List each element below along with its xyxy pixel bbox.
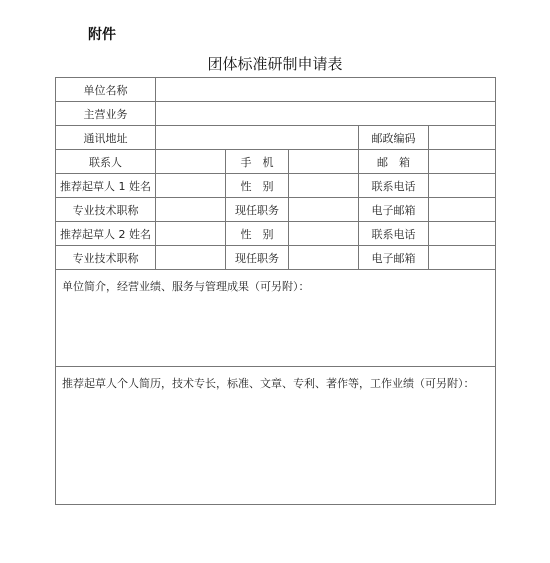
unit-intro-section[interactable] xyxy=(56,270,496,367)
form-row-drafter2-name xyxy=(56,222,496,246)
form-row-drafter1-name xyxy=(56,174,496,198)
contact-field[interactable] xyxy=(156,150,226,174)
drafter2-gender-label: 性 别 xyxy=(226,222,289,246)
drafter1-gender-field[interactable] xyxy=(289,174,359,198)
drafter1-position-field[interactable] xyxy=(289,198,359,222)
form-row-drafter-resume xyxy=(56,367,496,505)
drafter1-title-label: 专业技术职称 xyxy=(56,198,156,222)
address-label: 通讯地址 xyxy=(56,126,156,150)
attachment-label: 附件 xyxy=(88,27,116,43)
application-form-table xyxy=(55,77,496,505)
drafter2-position-field[interactable] xyxy=(289,246,359,270)
unit-intro-label: 单位简介，经营业绩、服务与管理成果（可另附）： xyxy=(62,280,310,293)
drafter1-email-label: 电子邮箱 xyxy=(359,198,429,222)
drafter2-position-label: 现任职务 xyxy=(226,246,289,270)
drafter2-gender-field[interactable] xyxy=(289,222,359,246)
email-box-field[interactable] xyxy=(429,150,496,174)
unit-name-field[interactable] xyxy=(156,78,496,102)
drafter1-name-field[interactable] xyxy=(156,174,226,198)
drafter1-title-field[interactable] xyxy=(156,198,226,222)
address-field[interactable] xyxy=(156,126,359,150)
drafter2-name-label: 推荐起草人 2 姓名 xyxy=(56,222,156,246)
drafter1-phone-field[interactable] xyxy=(429,174,496,198)
form-row-address xyxy=(56,126,496,150)
mobile-label: 手 机 xyxy=(226,150,289,174)
drafter1-phone-label: 联系电话 xyxy=(359,174,429,198)
drafter2-phone-label: 联系电话 xyxy=(359,222,429,246)
main-business-field[interactable] xyxy=(156,102,496,126)
drafter2-email-field[interactable] xyxy=(429,246,496,270)
drafter2-email-label: 电子邮箱 xyxy=(359,246,429,270)
mobile-field[interactable] xyxy=(289,150,359,174)
drafter1-email-field[interactable] xyxy=(429,198,496,222)
form-title: 团体标准研制申请表 xyxy=(207,55,343,73)
drafter1-position-label: 现任职务 xyxy=(226,198,289,222)
form-row-unit-intro xyxy=(56,270,496,367)
contact-label: 联系人 xyxy=(56,150,156,174)
drafter2-phone-field[interactable] xyxy=(429,222,496,246)
drafter2-title-label: 专业技术职称 xyxy=(56,246,156,270)
form-row-drafter2-title xyxy=(56,246,496,270)
form-row-unit-name xyxy=(56,78,496,102)
drafter1-name-label: 推荐起草人 1 姓名 xyxy=(56,174,156,198)
email-box-label: 邮 箱 xyxy=(359,150,429,174)
form-row-main-business xyxy=(56,102,496,126)
unit-name-label: 单位名称 xyxy=(56,78,156,102)
drafter2-title-field[interactable] xyxy=(156,246,226,270)
drafter-resume-section[interactable] xyxy=(56,367,496,505)
drafter2-name-field[interactable] xyxy=(156,222,226,246)
postal-code-label: 邮政编码 xyxy=(359,126,429,150)
main-business-label: 主营业务 xyxy=(56,102,156,126)
drafter1-gender-label: 性 别 xyxy=(226,174,289,198)
postal-code-field[interactable] xyxy=(429,126,496,150)
form-row-contact xyxy=(56,150,496,174)
drafter-resume-label: 推荐起草人个人简历，技术专长，标准、文章、专利、著作等，工作业绩（可另附）： xyxy=(62,377,475,390)
form-row-drafter1-title xyxy=(56,198,496,222)
